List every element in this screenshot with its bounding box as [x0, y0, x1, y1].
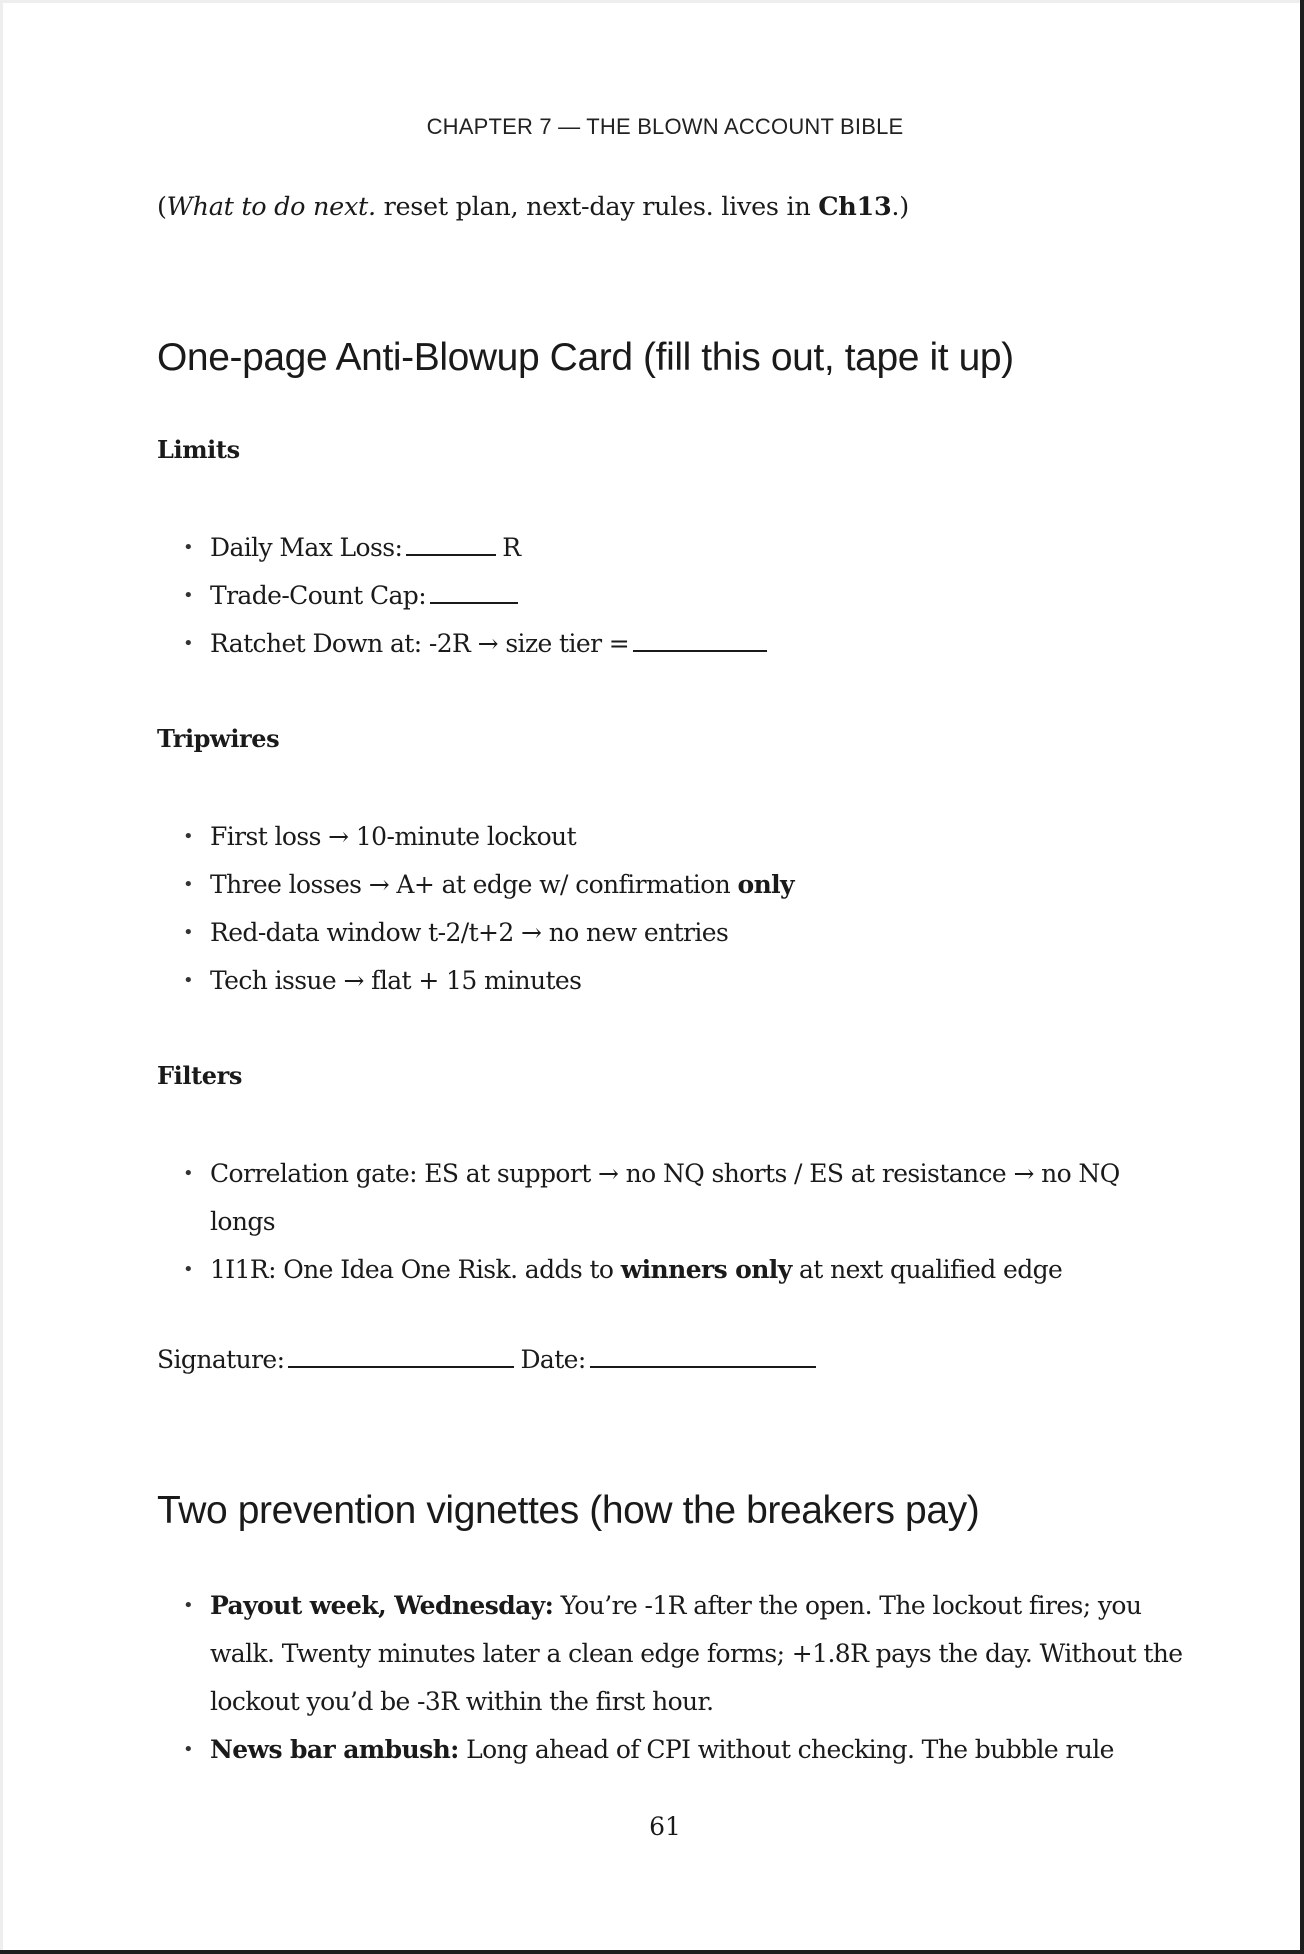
limit-label: Trade-Count Cap:: [210, 581, 427, 610]
intro-close: .): [891, 192, 909, 222]
list-item: [183, 1582, 1183, 1726]
limits-list: [183, 524, 1183, 668]
list-item: [183, 620, 1183, 668]
size-tier-blank[interactable]: [633, 628, 767, 652]
tripwires-heading: Tripwires: [157, 724, 280, 753]
signature-label: Signature:: [157, 1345, 285, 1374]
tripwire-text: Three losses → A+ at edge w/ confirmation: [210, 870, 738, 899]
list-item: [183, 813, 1183, 861]
list-item: [183, 1246, 1188, 1294]
filter-emphasis: winners only: [620, 1255, 792, 1284]
vignette-text: Long ahead of CPI without checking. The bubble rule: [458, 1735, 1114, 1764]
filter-text: 1I1R: One Idea One Risk. adds to: [210, 1255, 621, 1284]
vignette-title: Payout week, Wednesday:: [210, 1591, 554, 1620]
list-item: [183, 572, 1183, 620]
vignette-text: You’re -1R after the open. The lockout fires; you walk. Twenty minutes later a clean edge forms; +1.8R pays the day. Without the lockout you’d be -3R within the first hour.: [210, 1591, 1183, 1716]
limit-label: Daily Max Loss:: [210, 533, 403, 562]
running-head: CHAPTER 7 — THE BLOWN ACCOUNT BIBLE: [426, 114, 904, 139]
list-item: [183, 524, 1183, 572]
intro-note: [157, 192, 909, 222]
limit-label: Ratchet Down at: -2R → size tier =: [210, 629, 630, 658]
list-item: [183, 861, 1183, 909]
tripwire-emphasis: only: [737, 870, 794, 899]
list-item: [183, 1726, 1183, 1774]
limit-suffix: R: [502, 533, 521, 562]
filters-list: [183, 1150, 1188, 1294]
page-number: 61: [649, 1812, 681, 1841]
list-item: [183, 909, 1183, 957]
limits-heading: Limits: [157, 435, 240, 464]
tripwire-text: Red-data window t-2/t+2 → no new entries: [210, 918, 729, 947]
vignettes-title: Two prevention vignettes (how the breakers pay): [157, 1489, 980, 1532]
intro-open-paren: (: [157, 192, 167, 222]
card-title: One-page Anti-Blowup Card (fill this out, tape it up): [157, 336, 1014, 379]
list-item: [183, 1150, 1188, 1246]
signature-blank[interactable]: [288, 1344, 514, 1368]
daily-max-loss-blank[interactable]: [406, 532, 496, 556]
list-item: [183, 957, 1183, 1005]
filter-text: Correlation gate: ES at support → no NQ shorts / ES at resistance → no NQ longs: [210, 1159, 1120, 1236]
tripwires-list: [183, 813, 1183, 1005]
intro-italic: What to do next.: [166, 192, 376, 222]
filter-text-end: at next qualified edge: [791, 1255, 1063, 1284]
date-label: Date:: [520, 1345, 586, 1374]
tripwire-text: First loss → 10-minute lockout: [210, 822, 577, 851]
vignette-title: News bar ambush:: [210, 1735, 459, 1764]
tripwire-text: Tech issue → flat + 15 minutes: [210, 966, 582, 995]
date-blank[interactable]: [590, 1344, 816, 1368]
vignettes-list: [183, 1582, 1183, 1774]
intro-chapter-ref: Ch13: [818, 192, 892, 222]
signature-date-line: [157, 1344, 822, 1374]
trade-count-cap-blank[interactable]: [430, 580, 518, 604]
intro-text: reset plan, next-day rules. lives in: [375, 192, 819, 222]
filters-heading: Filters: [157, 1061, 242, 1090]
